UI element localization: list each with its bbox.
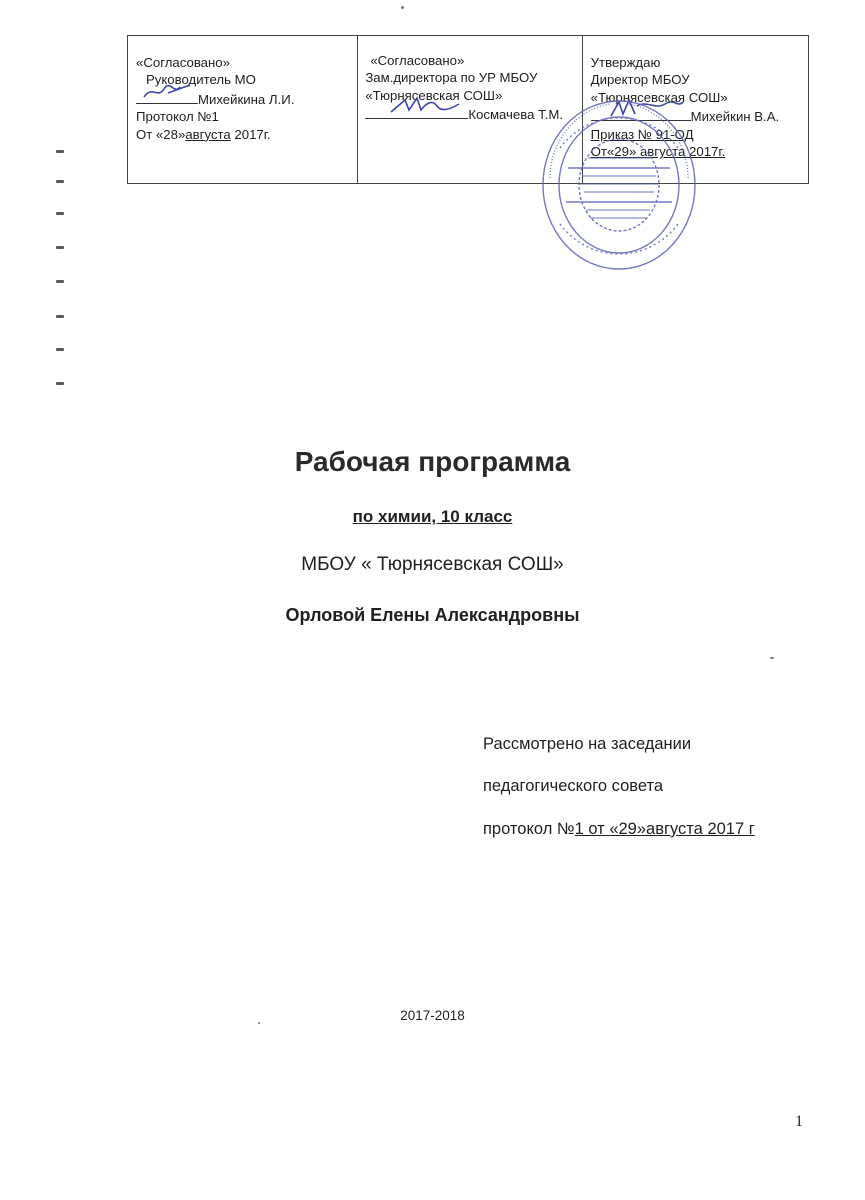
scan-speck	[770, 657, 774, 659]
signature-line	[365, 104, 468, 119]
approver-school: «Тюрнясевская СОШ»	[590, 89, 728, 105]
signature-scribble	[138, 81, 198, 101]
page-number: 1	[795, 1113, 803, 1130]
document-subject: по химии, 10 класс	[352, 507, 513, 526]
approval-cell-head-of-mo	[128, 36, 357, 183]
signature-scribble	[387, 94, 467, 116]
binder-holes	[50, 150, 72, 400]
review-protocol-prefix: протокол №	[483, 820, 575, 838]
approval-table	[127, 35, 809, 184]
approval-heading: «Согласовано»	[370, 53, 465, 68]
order-number: Приказ № 91-ОД	[590, 126, 694, 142]
signature-line	[136, 89, 198, 104]
document-school: МБОУ « Тюрнясевская СОШ»	[301, 554, 564, 575]
approval-heading: Утверждаю	[590, 55, 661, 70]
review-line-1: Рассмотрено на заседании	[483, 735, 692, 753]
document-teacher: Орловой Елены Александровны	[285, 605, 580, 625]
review-line-3	[483, 820, 755, 839]
approver-role: Зам.директора по УР МБОУ	[365, 70, 538, 86]
approver-name: Михейкин В.А.	[690, 109, 780, 125]
review-line-2: педагогического совета	[483, 777, 664, 795]
official-stamp	[540, 98, 698, 273]
approval-date-month: августа	[185, 126, 231, 142]
protocol-number: Протокол №1	[136, 109, 219, 125]
scan-speck	[401, 6, 404, 9]
approver-name: Космачева Т.М.	[468, 107, 564, 123]
approver-school: «Тюрнясевская СОШ»	[365, 87, 503, 103]
approval-date-prefix: От «28»	[136, 126, 186, 142]
approver-role: Директор МБОУ	[590, 72, 690, 88]
approver-name: Михейкина Л.И.	[198, 91, 295, 107]
approval-heading: «Согласовано»	[136, 55, 230, 70]
approval-date-suffix: 2017г.	[230, 126, 271, 142]
approver-role: Руководитель МО	[146, 72, 256, 88]
document-title: Рабочая программа	[294, 446, 571, 477]
approval-date: От«29» августа 2017г.	[590, 144, 726, 160]
academic-years: 2017-2018	[400, 1008, 465, 1023]
review-protocol-details: 1 от «29»августа 2017 г	[574, 820, 755, 838]
